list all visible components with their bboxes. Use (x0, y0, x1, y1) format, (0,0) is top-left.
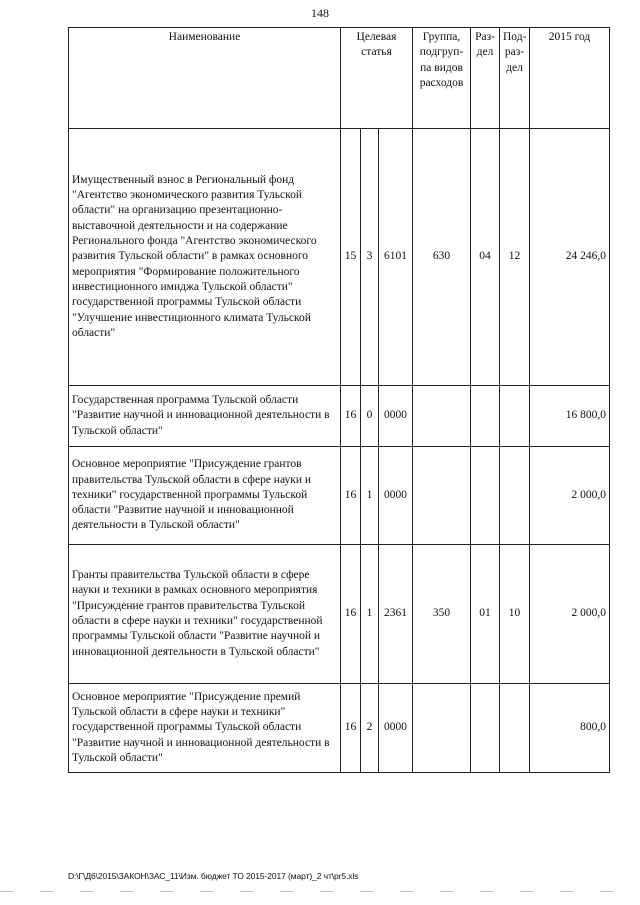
row-subsection: 12 (500, 129, 530, 386)
header-row (69, 28, 610, 129)
row-name: Имущественный взнос в Региональный фонд "Агентство экономического развития Тульской области" на организацию презентационно-выставочной деятельности и на содержание Регионального фонда "Агентство экономического развития Тульской области" в рамках основного мероприятия "Формирование положительного инвестиционного имиджа Тульской области" государственной программы Тульской области "Улучшение инвестиционного климата Тульской области" (69, 129, 341, 386)
row-group (413, 447, 471, 545)
row-amount: 16 800,0 (530, 386, 610, 447)
budget-table (68, 27, 610, 773)
table-row (69, 545, 610, 684)
row-subsection (500, 447, 530, 545)
row-article-program: 16 (341, 545, 361, 684)
scan-artifact (0, 891, 640, 892)
row-subsection (500, 386, 530, 447)
header-name: Наименование (69, 28, 341, 129)
row-article-program: 16 (341, 447, 361, 545)
row-name: Основное мероприятие "Присуждение премий Тульской области в сфере науки и техники" государственной программы Тульской области "Развитие научной и инновационной деятельности в Тульской области" (69, 684, 341, 773)
row-subsection (500, 684, 530, 773)
header-section: Раз-дел (471, 28, 500, 129)
header-target-article: Целевая статья (341, 28, 413, 129)
row-article-program: 15 (341, 129, 361, 386)
row-article-program: 16 (341, 386, 361, 447)
row-group (413, 684, 471, 773)
row-article-subprogram: 1 (361, 545, 379, 684)
row-name: Основное мероприятие "Присуждение грантов правительства Тульской области в сфере науки и техники" государственной программы Тульской области "Развитие научной и инновационной деятельности в Тульской области" (69, 447, 341, 545)
row-article-subprogram: 0 (361, 386, 379, 447)
row-amount: 2 000,0 (530, 545, 610, 684)
row-section (471, 386, 500, 447)
row-article-direction: 0000 (379, 684, 413, 773)
row-article-direction: 2361 (379, 545, 413, 684)
row-group: 350 (413, 545, 471, 684)
table-row (69, 447, 610, 545)
table-row (69, 386, 610, 447)
table-row (69, 684, 610, 773)
page-number: 148 (311, 6, 329, 20)
row-group (413, 386, 471, 447)
row-article-direction: 0000 (379, 447, 413, 545)
header-group: Группа, подгруп-па видов расходов (413, 28, 471, 129)
header-year: 2015 год (530, 28, 610, 129)
row-name: Государственная программа Тульской области "Развитие научной и инновационной деятельности в Тульской области" (69, 386, 341, 447)
row-section (471, 447, 500, 545)
row-article-direction: 0000 (379, 386, 413, 447)
row-subsection: 10 (500, 545, 530, 684)
row-article-direction: 6101 (379, 129, 413, 386)
row-group: 630 (413, 129, 471, 386)
row-amount: 24 246,0 (530, 129, 610, 386)
row-section (471, 684, 500, 773)
row-name: Гранты правительства Тульской области в сфере науки и техники в рамках основного мероприятия "Присуждение грантов правительства Тульской области в сфере науки и техники" государственной программы Тульской области "Развитие научной и инновационной деятельности в Тульской области" (69, 545, 341, 684)
row-section: 01 (471, 545, 500, 684)
table-row (69, 129, 610, 386)
header-subsection: Под-раз-дел (500, 28, 530, 129)
row-article-program: 16 (341, 684, 361, 773)
row-article-subprogram: 3 (361, 129, 379, 386)
row-article-subprogram: 1 (361, 447, 379, 545)
row-amount: 800,0 (530, 684, 610, 773)
row-section: 04 (471, 129, 500, 386)
row-amount: 2 000,0 (530, 447, 610, 545)
row-article-subprogram: 2 (361, 684, 379, 773)
file-path-footer: D:\Г\Д6\2015\ЗАКОН\ЗАС_11\Изм. бюджет ТО 2015-2017 (март)_2 чт\pr5.xls (68, 871, 359, 881)
